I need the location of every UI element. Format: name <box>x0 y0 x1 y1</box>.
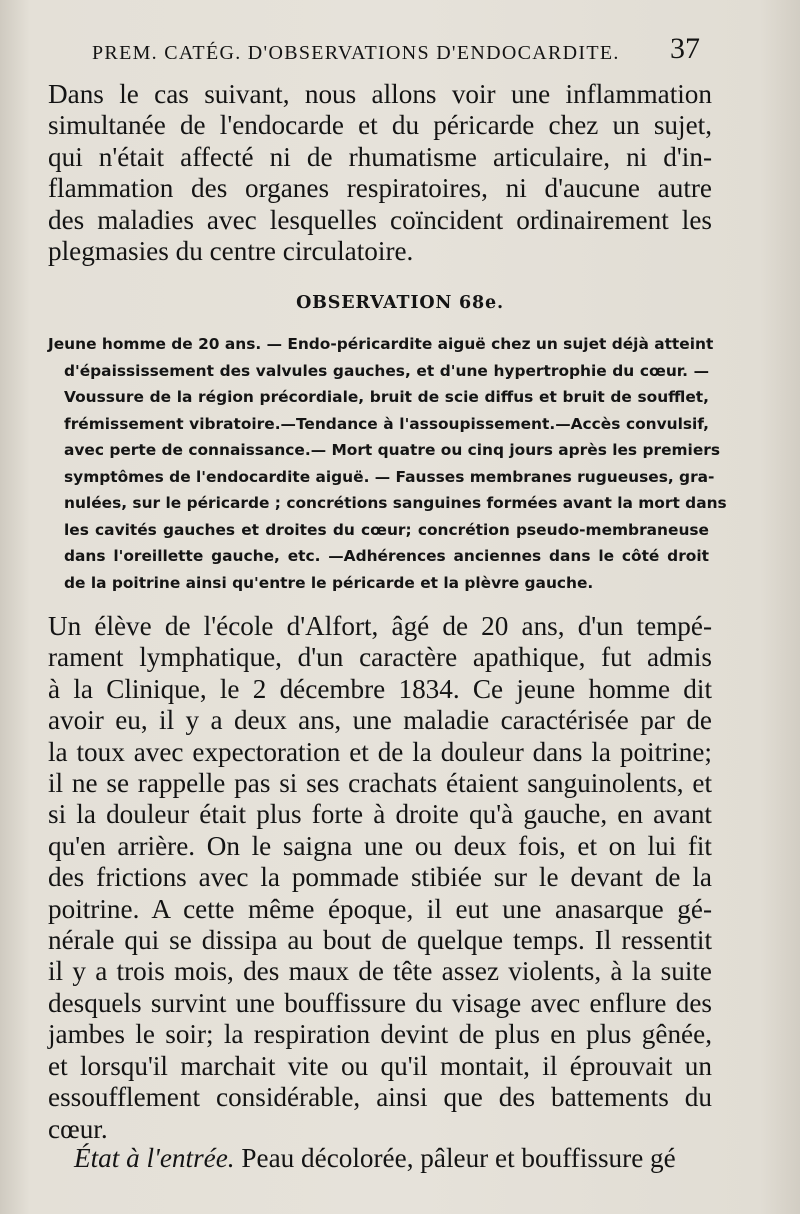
observation-summary <box>48 331 727 596</box>
text-line: il ne se rappelle pas si ses crachats étaient sanguinolents, et <box>48 768 712 799</box>
text-line: Un élève de l'école d'Alfort, âgé de 20 ans, d'un tempé- <box>48 611 712 641</box>
summary-line: les cavités gauches et droites du cœur; concrétion pseudo-membraneuse <box>64 520 709 539</box>
text-line: si la douleur était plus forte à droite qu'à gauche, en avant <box>48 799 712 830</box>
text-line: qui n'était affecté ni de rhumatisme articulaire, ni d'in- <box>48 141 712 172</box>
entry-state-text: Peau décolorée, pâleur et bouffissure gé <box>234 1143 676 1173</box>
text-line: simultanée de l'endocarde et du péricarde chez un sujet, <box>48 110 712 141</box>
text-line: plegmasies du centre circulatoire. <box>48 236 414 267</box>
summary-line: de la poitrine ainsi qu'entre le péricarde et la plèvre gauche. <box>64 573 594 592</box>
text-line: Dans le cas suivant, nous allons voir une inflammation <box>48 79 712 109</box>
text-line: avoir eu, il y a deux ans, une maladie caractérisée par de <box>48 705 712 736</box>
summary-line: nulées, sur le péricarde ; concrétions sanguines formées avant la mort dans <box>64 494 727 512</box>
text-line: la toux avec expectoration et de la douleur dans la poitrine; <box>48 736 712 767</box>
text-line: cœur. <box>48 1113 108 1144</box>
entry-state-heading: État à l'entrée. <box>74 1143 235 1173</box>
text-line: des frictions avec la pommade stibiée sur le devant de la <box>48 862 712 893</box>
narrative-paragraph <box>48 611 712 1145</box>
text-line: poitrine. A cette même époque, il eut une anasarque gé- <box>48 893 712 924</box>
text-line: et lorsqu'il marchait vite ou qu'il montait, il éprouvait un <box>48 1050 712 1081</box>
text-line: nérale qui se dissipa au bout de quelque temps. Il ressentit <box>48 925 712 956</box>
intro-paragraph <box>48 79 712 267</box>
text-line: flammation des organes respiratoires, ni d'aucune autre <box>48 173 712 204</box>
text-line: des maladies avec lesquelles coïncident ordinairement les <box>48 204 712 235</box>
text-line: à la Clinique, le 2 décembre 1834. Ce jeune homme dit <box>48 673 712 704</box>
text-line: jambes le soir; la respiration devint de plus en plus gênée, <box>48 1019 712 1050</box>
summary-line: Voussure de la région précordiale, bruit de scie diffus et bruit de soufflet, <box>64 388 709 406</box>
page-number: 37 <box>670 32 700 65</box>
text-line: il y a trois mois, des maux de tête assez violents, à la suite <box>48 956 712 987</box>
summary-line: symptômes de l'endocardite aiguë. — Fausses membranes rugueuses, gra- <box>64 467 715 486</box>
observation-title: OBSERVATION 68e. <box>296 293 504 313</box>
summary-line: avec perte de connaissance.— Mort quatre ou cinq jours après les premiers <box>64 441 721 459</box>
text-line: qu'en arrière. On le saigna une ou deux fois, et on lui fit <box>48 830 712 861</box>
summary-line: frémissement vibratoire.—Tendance à l'assoupissement.—Accès convulsif, <box>64 414 709 433</box>
text-line: rament lymphatique, d'un caractère apathique, fut admis <box>48 642 712 673</box>
entry-state-line <box>74 1143 694 1174</box>
running-title: PREM. CATÉG. D'OBSERVATIONS D'ENDOCARDITE. <box>92 42 620 64</box>
summary-line: Jeune homme de 20 ans. — Endo-péricardite aiguë chez un sujet déjà atteint <box>48 335 714 353</box>
text-line: desquels survint une bouffissure du visage avec enflure des <box>48 987 712 1018</box>
summary-line: d'épaississement des valvules gauches, et d'une hypertrophie du cœur. — <box>64 361 709 380</box>
summary-line: dans l'oreillette gauche, etc. —Adhérences anciennes dans le côté droit <box>64 547 709 565</box>
text-line: essoufflement considérable, ainsi que des battements du <box>48 1082 712 1113</box>
